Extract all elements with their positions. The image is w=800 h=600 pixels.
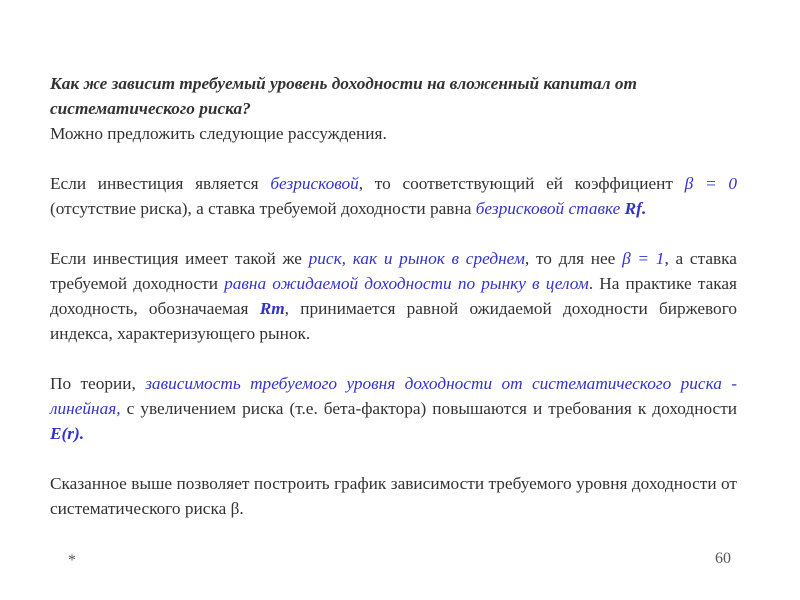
p3-text-2: с увеличением риска (т.е. бета-фактора) повышаются и требования к доходности (120, 399, 737, 418)
slide-body (50, 71, 737, 546)
p3-text-1: По теории, (50, 374, 146, 393)
p1-highlight-riskless: безрисковой (270, 174, 359, 193)
page-number: 60 (715, 550, 731, 567)
p3-highlight-linear: зависимость требуемого уровня доходности от систематического риска - линейная, (50, 374, 737, 418)
paragraph-market-risk (50, 246, 737, 346)
paragraph-theory (50, 371, 737, 446)
p1-text-3: (отсутствие риска), а ставка требуемой доходности равна (50, 199, 476, 218)
paragraph-conclusion: Сказанное выше позволяет построить график зависимости требуемого уровня доходности от систематического риска β. (50, 474, 737, 518)
p1-highlight-riskless-rate: безрисковой ставке (475, 199, 621, 218)
p1-text-1: Если инвестиция является (50, 174, 271, 193)
p1-text-2: , то соответствующий ей коэффициент (358, 174, 685, 193)
p2-highlight-market-return: равна ожидаемой доходности по рынку в целом (224, 274, 589, 293)
question-heading: Как же зависит требуемый уровень доходности на вложенный капитал от систематического риска? (50, 74, 637, 118)
p3-highlight-er: E(r). (50, 424, 85, 443)
p2-text-4: . На практике такая доходность, обозначаемая (50, 274, 738, 318)
p2-highlight-market-risk: риск, как и рынок в среднем (308, 249, 525, 268)
p1-highlight-beta-zero: β = 0 (684, 174, 737, 193)
p2-highlight-beta-one: β = 1 (622, 249, 665, 268)
p2-text-1: Если инвестиция имеет такой же (50, 249, 309, 268)
intro-text: Можно предложить следующие рассуждения. (50, 124, 387, 143)
p2-text-2: , то для нее (524, 249, 623, 268)
p1-highlight-rf: Rf. (624, 199, 647, 218)
p2-text-5: , принимается равной ожидаемой доходности биржевого индекса, характеризующего рынок. (50, 299, 737, 343)
paragraph-riskless (50, 171, 737, 221)
p2-text-3: , а ставка требуемой доходности (50, 249, 737, 293)
intro-block (50, 71, 737, 146)
p2-highlight-rm: Rm (259, 299, 285, 318)
footer-marker: * (68, 552, 76, 569)
